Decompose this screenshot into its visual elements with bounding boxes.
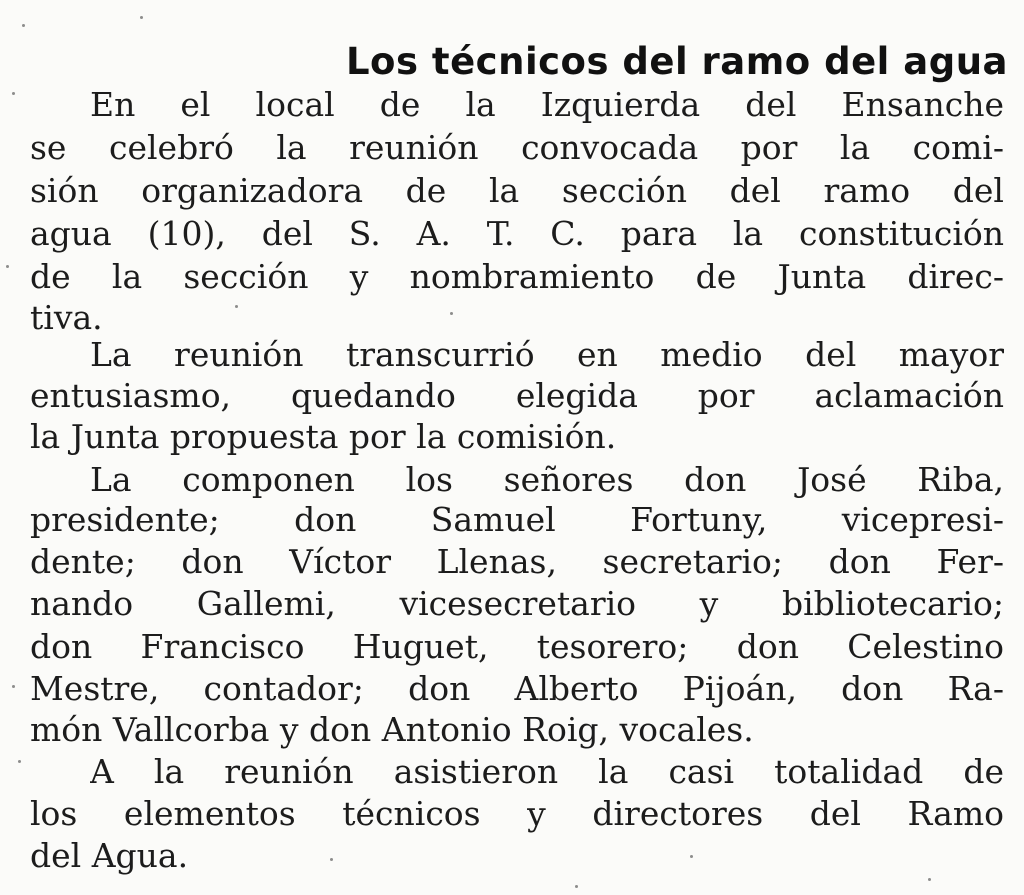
print-speck bbox=[140, 16, 143, 19]
print-speck bbox=[6, 265, 9, 268]
print-speck bbox=[12, 685, 15, 688]
print-speck bbox=[22, 24, 25, 27]
print-speck bbox=[928, 878, 931, 881]
article-headline: Los técnicos del ramo del agua bbox=[345, 40, 1008, 83]
article-line: sión organizadora de la sección del ramo del bbox=[30, 171, 1004, 210]
article-line: En el local de la Izquierda del Ensanche bbox=[90, 85, 1004, 124]
print-speck bbox=[18, 760, 21, 763]
print-speck bbox=[235, 305, 238, 308]
print-speck bbox=[575, 885, 578, 888]
article-line: don Francisco Huguet, tesorero; don Celestino bbox=[30, 627, 1004, 666]
print-speck bbox=[330, 858, 333, 861]
article-line: nando Gallemi, vicesecretario y bibliotecario; bbox=[30, 584, 1004, 623]
print-speck bbox=[690, 855, 693, 858]
article-line: La componen los señores don José Riba, bbox=[90, 460, 1004, 499]
article-line: los elementos técnicos y directores del Ramo bbox=[30, 794, 1004, 833]
article-line: món Vallcorba y don Antonio Roig, vocales. bbox=[30, 710, 754, 749]
print-speck bbox=[12, 92, 15, 95]
article-line: agua (10), del S. A. T. C. para la constitución bbox=[30, 214, 1004, 253]
article-line: del Agua. bbox=[30, 836, 189, 875]
article-line: A la reunión asistieron la casi totalidad de bbox=[90, 752, 1004, 791]
article-line: Mestre, contador; don Alberto Pijoán, don Ra- bbox=[30, 669, 1004, 708]
article-line: la Junta propuesta por la comisión. bbox=[30, 417, 617, 456]
article-line: entusiasmo, quedando elegida por aclamación bbox=[30, 376, 1004, 415]
article-line: tiva. bbox=[30, 298, 103, 337]
print-speck bbox=[450, 312, 453, 315]
article-line: de la sección y nombramiento de Junta direc- bbox=[30, 257, 1004, 296]
article-line: se celebró la reunión convocada por la comi- bbox=[30, 128, 1004, 167]
article-line: presidente; don Samuel Fortuny, vicepresi- bbox=[30, 500, 1004, 539]
article-line: dente; don Víctor Llenas, secretario; don Fer- bbox=[30, 542, 1004, 581]
article-line: La reunión transcurrió en medio del mayor bbox=[90, 335, 1004, 374]
